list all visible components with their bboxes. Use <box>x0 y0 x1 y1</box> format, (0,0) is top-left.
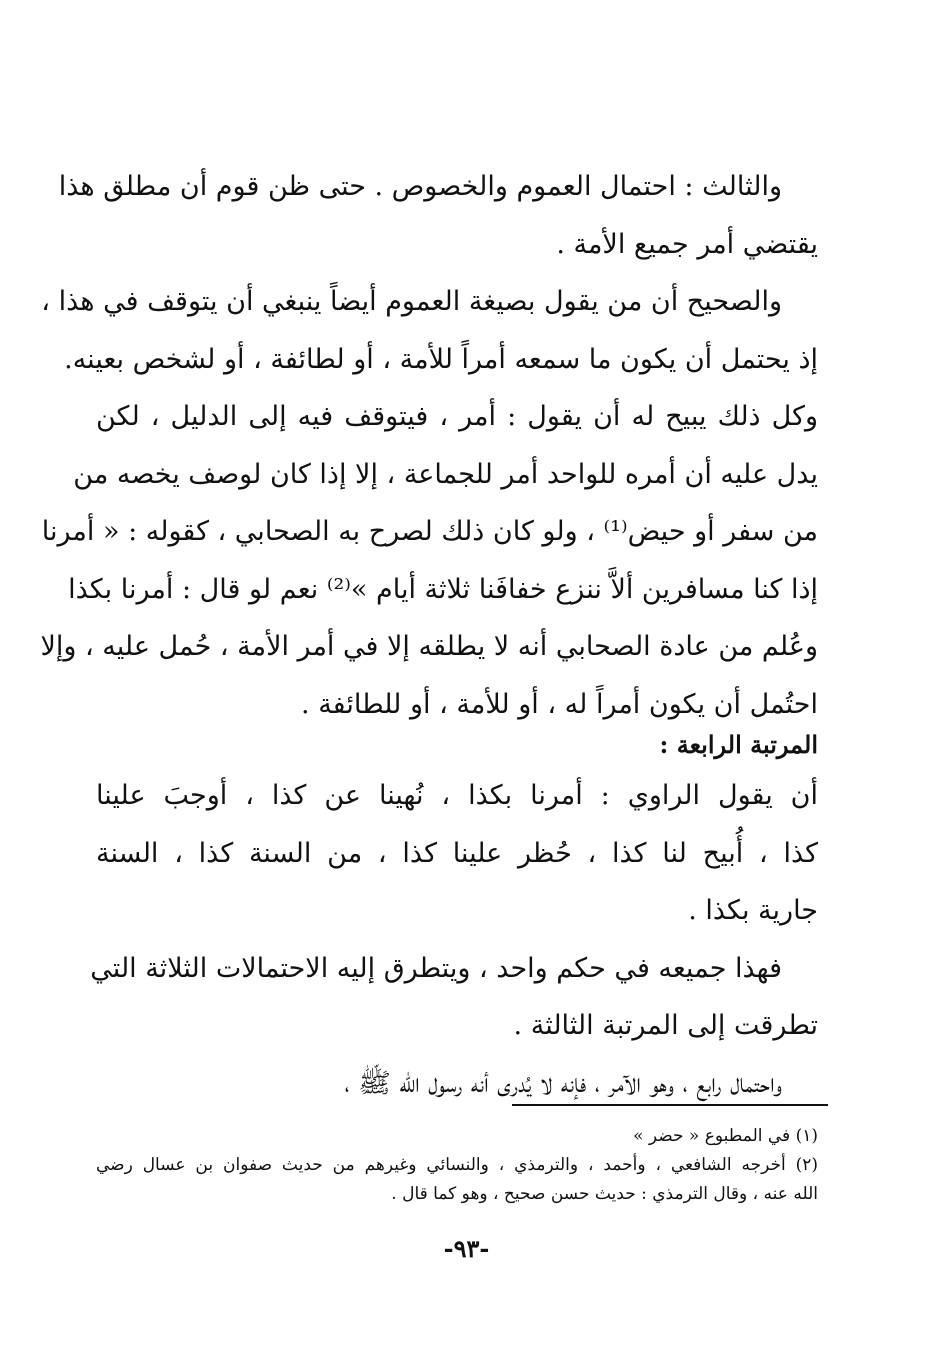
text-line: إذا كنا مسافرين ألاَّ ننزع خفافَنا ثلاثة أيام »⁽²⁾ نعم لو قال : أمرنا بكذا <box>68 573 818 605</box>
footnote: الله عنه ، وقال الترمذي : حديث حسن صحيح ، وهو كما قال . <box>391 1184 818 1204</box>
text-line: أن يقول الراوي : أمرنا بكذا ، نُهينا عن كذا ، أوجبَ علينا <box>96 780 818 811</box>
text-line: يدل عليه أن أمره للواحد أمر للجماعة ، إلا إذا كان لوصف يخصه من <box>73 458 818 490</box>
text-line: من سفر أو حيض⁽¹⁾ ، ولو كان ذلك لصرح به الصحابي ، كقوله : « أمرنا <box>41 516 818 547</box>
text-line: فهذا جميعه في حكم واحد ، ويتطرق إليه الاحتمالات الثلاثة التي <box>90 952 782 984</box>
text-line: والثالث : احتمال العموم والخصوص . حتى ظن قوم أن مطلق هذا <box>58 171 782 202</box>
footnotes <box>96 1122 818 1209</box>
text-line: واحتمال رابع ، وهو الآمر ، فإنه لا يُدرى أنه رسول الله ﷺ ، <box>344 1067 782 1099</box>
text-line: وعُلم من عادة الصحابي أنه لا يطلقه إلا في أمر الأمة ، حُمل عليه ، وإلا <box>40 631 818 662</box>
text-line: يقتضي أمر جميع الأمة . <box>556 228 818 260</box>
text-line: جارية بكذا . <box>688 895 818 926</box>
footnote: (١) في المطبوع « حضر » <box>633 1126 818 1146</box>
text-line: احتُمل أن يكون أمراً له ، أو للأمة ، أو للطائفة . <box>301 688 818 720</box>
footnote-divider <box>512 1104 828 1106</box>
text-line: كذا ، أُبيح لنا كذا ، حُظر علينا كذا ، من السنة كذا ، السنة <box>96 837 818 869</box>
text-line: والصحيح أن من يقول بصيغة العموم أيضاً ينبغي أن يتوقف في هذا ، <box>41 286 782 317</box>
text-line: وكل ذلك يبيح له أن يقول : أمر ، فيتوقف فيه إلى الدليل ، لكن <box>96 401 818 432</box>
footnote: (٢) أخرجه الشافعي ، وأحمد ، والترمذي ، والنسائي وغيرهم من حديث صفوان بن عسال رضي <box>96 1155 818 1175</box>
text-line: تطرقت إلى المرتبة الثالثة . <box>513 1010 818 1041</box>
page-number: -٩٣- <box>443 1234 490 1263</box>
text-line: إذ يحتمل أن يكون ما سمعه أمراً للأمة ، أو لطائفة ، أو لشخص بعينه. <box>64 343 818 375</box>
section-heading: المرتبة الرابعة : <box>659 730 818 759</box>
main-text <box>40 158 818 1112</box>
